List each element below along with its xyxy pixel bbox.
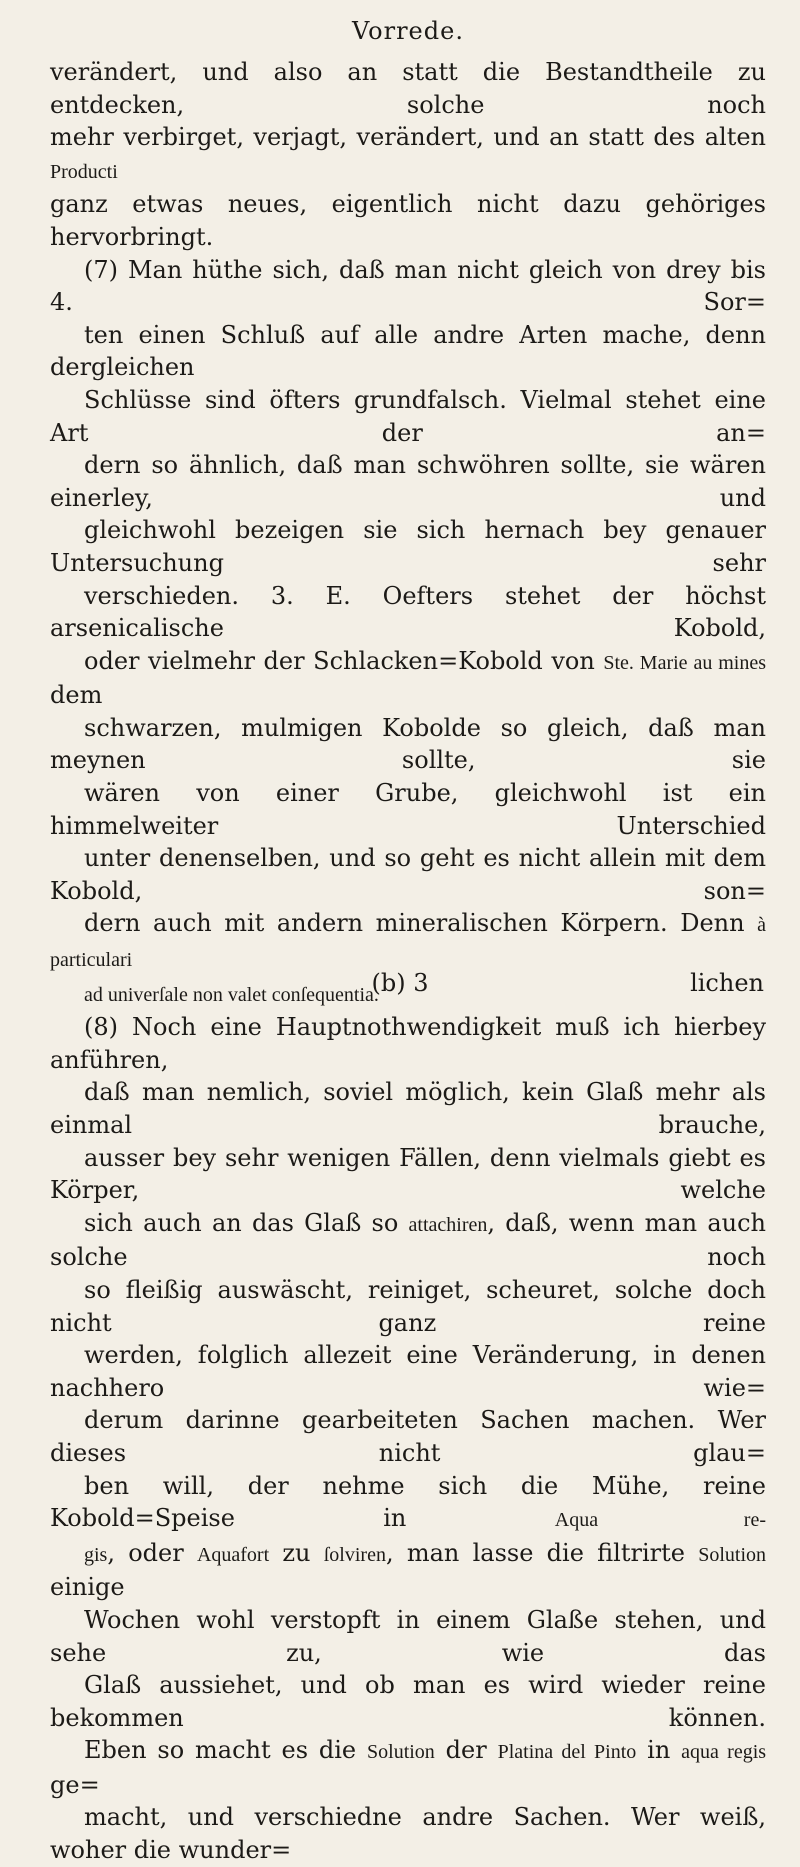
text-fragment: ben will, der nehme sich die Mühe, reine Kobold=Speise in — [50, 1471, 766, 1533]
text-line — [50, 1537, 766, 1604]
paragraph — [50, 1011, 766, 1866]
text-fragment: unter denenselben, und so geht es nicht allein mit dem Kobold, son= — [50, 844, 766, 905]
text-line — [50, 384, 766, 449]
latin-term: à particulari — [50, 914, 766, 972]
text-fragment: macht, und verschiedne andre Sachen. Wer weiß, woher die wunder= — [50, 1803, 766, 1865]
latin-term: gis — [84, 1543, 108, 1566]
text-fragment: einige — [50, 1573, 125, 1602]
text-fragment: , daß, wenn man auch solche noch — [50, 1208, 766, 1272]
paragraph — [50, 56, 766, 254]
text-fragment: gleichwohl bezeigen sie sich hernach bey genauer Untersuchung sehr — [50, 516, 766, 577]
text-fragment: zu — [269, 1538, 324, 1567]
text-fragment: verändert, und also an statt die Bestandtheile zu entdecken, solche noch — [50, 58, 766, 119]
paragraph — [50, 254, 766, 1012]
text-fragment: Schlüsse sind öfters grundfalsch. Vielmal stehet eine Art der an= — [50, 385, 766, 447]
latin-term: Solution — [367, 1741, 435, 1764]
text-line — [50, 1669, 766, 1734]
text-fragment: ganz etwas neues, eigentlich nicht dazu gehöriges hervorbringt. — [50, 190, 766, 251]
text-fragment: werden, folglich allezeit eine Veränderung, in denen nachhero wie= — [50, 1341, 766, 1402]
latin-term: aqua regis — [681, 1741, 767, 1764]
text-fragment: schwarzen, mulmigen Kobolde so gleich, daß man meynen sollte, sie — [50, 713, 766, 775]
text-fragment: Eben so macht es die — [84, 1736, 368, 1765]
text-line — [50, 56, 766, 121]
text-fragment: oder vielmehr der Schlacken=Kobold von — [84, 646, 604, 675]
text-fragment: derum darinne gearbeiteten Sachen machen. Wer dieses nicht glau= — [50, 1406, 766, 1467]
latin-term: ſolviren — [323, 1543, 386, 1566]
text-line — [50, 907, 766, 976]
text-line — [50, 1274, 766, 1339]
text-fragment: Glaß aussiehet, und ob man es wird wieder reine bekommen können. — [50, 1671, 766, 1732]
text-line — [50, 842, 766, 907]
text-fragment: wären von einer Grube, gleichwohl ist ein himmelweiter Unterschied — [50, 779, 766, 840]
running-head: Vorrede. — [352, 17, 464, 45]
text-fragment: Wochen wohl verstopft in einem Glaße stehen, und sehe zu, wie das — [50, 1605, 766, 1667]
text-fragment: (7) Man hüthe sich, daß man nicht gleich von drey bis 4. Sor= — [50, 255, 766, 317]
text-line — [50, 1011, 766, 1076]
text-fragment: so fleißig auswäscht, reiniget, scheuret, solche doch nicht ganz reine — [50, 1275, 766, 1337]
text-fragment: ten einen Schluß auf alle andre Arten mache, denn dergleichen — [50, 320, 766, 382]
text-line — [50, 1604, 766, 1669]
text-fragment: mehr verbirget, verjagt, verändert, und an statt des alten — [50, 123, 766, 152]
latin-term: Platina del Pinto — [497, 1741, 637, 1764]
text-line — [50, 514, 766, 579]
text-line — [50, 580, 766, 645]
body-text — [50, 56, 766, 1867]
latin-term: ad univerſale non valet conſequentia. — [84, 983, 379, 1006]
text-fragment: der — [434, 1736, 498, 1765]
text-line — [50, 777, 766, 842]
text-line — [50, 1142, 766, 1207]
text-line — [50, 1734, 766, 1801]
text-line — [50, 1339, 766, 1404]
latin-term: Aqua re- — [554, 1509, 766, 1532]
latin-term: Ste. Marie au mines — [603, 651, 766, 674]
signature-mark: (b) 3 — [371, 969, 429, 997]
latin-term: Solution — [698, 1543, 767, 1566]
text-fragment: daß man nemlich, soviel möglich, kein Glaß mehr als einmal brauche, — [50, 1078, 766, 1139]
text-line — [50, 449, 766, 514]
text-line — [50, 1801, 766, 1866]
text-line — [50, 319, 766, 384]
text-fragment: , man lasse die filtrirte — [385, 1538, 699, 1567]
catchword: lichen — [690, 969, 764, 997]
text-fragment: ausser bey sehr wenigen Fällen, denn vielmals giebt es Körper, welche — [50, 1143, 766, 1205]
latin-term: Producti — [50, 160, 118, 183]
text-line — [50, 121, 766, 188]
text-line — [50, 1076, 766, 1141]
text-line — [50, 1470, 766, 1537]
text-fragment: dern so ähnlich, daß man schwöhren sollte, sie wären einerley, und — [50, 451, 766, 512]
text-line — [50, 254, 766, 319]
text-line — [50, 712, 766, 777]
text-fragment: (8) Noch eine Hauptnothwendigkeit muß ich hierbey anführen, — [50, 1013, 766, 1074]
text-fragment: verschieden. 3. E. Oefters stehet der höchst arsenicalische Kobold, — [50, 581, 766, 643]
text-fragment: dem — [50, 681, 103, 710]
latin-term: attachiren — [408, 1213, 488, 1236]
text-line — [50, 1207, 766, 1274]
text-fragment: sich auch an das Glaß so — [84, 1208, 409, 1237]
text-line — [50, 1404, 766, 1469]
latin-term: Aquafort — [196, 1543, 270, 1566]
text-fragment: , oder — [107, 1538, 197, 1567]
text-line — [50, 645, 766, 712]
text-fragment: in — [636, 1736, 682, 1765]
text-line — [50, 188, 766, 253]
text-fragment: ge= — [50, 1770, 100, 1799]
text-fragment: dern auch mit andern mineralischen Körpern. Denn — [84, 909, 758, 938]
